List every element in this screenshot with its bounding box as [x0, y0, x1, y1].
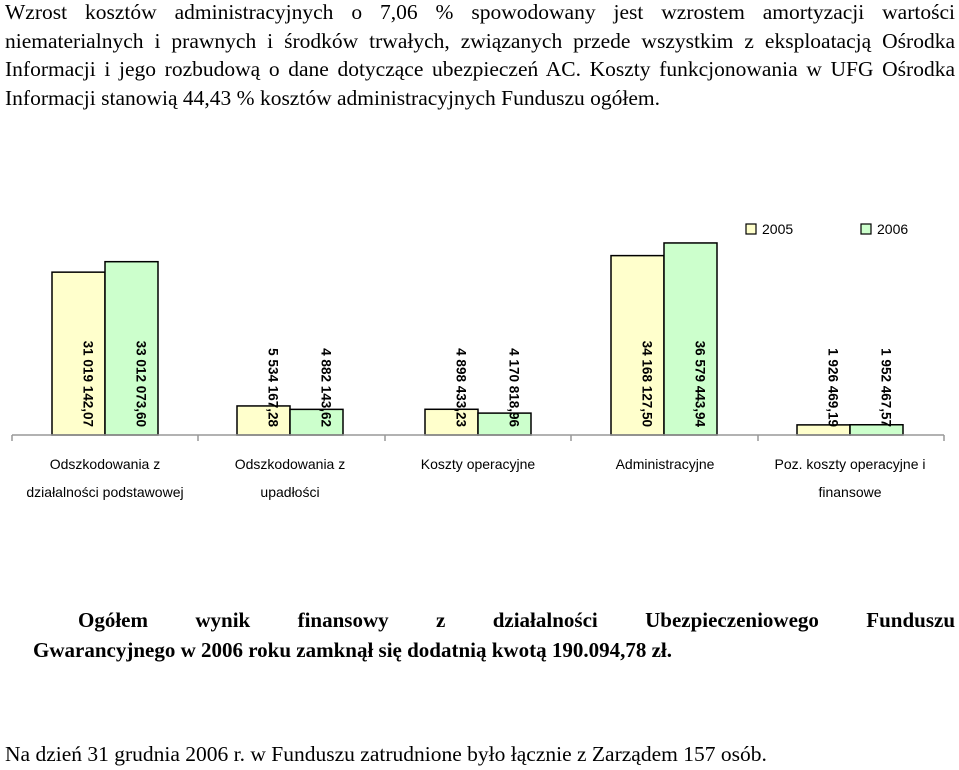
bar-2006-1 [290, 409, 343, 435]
bar-value-label: 1 926 469,19 [825, 348, 841, 427]
category-labels [26, 456, 925, 500]
legend-swatch-2005 [746, 224, 756, 234]
bar-2005-2 [425, 409, 478, 435]
summary-line-2: Gwarancyjnego w 2006 roku zamknął się dodatnią kwotą 190.094,78 zł. [33, 638, 672, 662]
category-label: finansowe [818, 484, 882, 500]
bar-value-label: 4 882 143,62 [318, 348, 334, 427]
legend-label-2006: 2006 [877, 221, 909, 237]
category-label: Odszkodowania z [49, 456, 161, 472]
x-axis-ticks [12, 435, 944, 441]
category-label: Odszkodowania z [234, 456, 346, 472]
bar-value-label: 4 170 818,96 [506, 348, 522, 427]
category-label: upadłości [260, 484, 320, 500]
bar-2005-4 [797, 425, 850, 435]
bar-value-label: 33 012 073,60 [133, 340, 149, 427]
bar-value-label: 36 579 443,94 [692, 340, 708, 427]
bar-value-label: 31 019 142,07 [80, 340, 96, 427]
category-label: działalności podstawowej [26, 484, 184, 500]
cost-bar-chart [0, 210, 959, 510]
bar-2005-1 [237, 406, 290, 435]
employment-paragraph: Na dzień 31 grudnia 2006 r. w Funduszu zatrudnione było łącznie z Zarządem 157 osób. [5, 742, 767, 766]
summary-paragraph [33, 605, 955, 665]
chart-legend [746, 221, 908, 237]
bar-2005-3 [611, 256, 664, 435]
summary-line-1: Ogółem wynik finansowy z działalności Ubezpieczeniowego Funduszu [78, 608, 955, 632]
chart-bars [52, 243, 903, 435]
category-label: Koszty operacyjne [420, 456, 536, 472]
bar-2005-0 [52, 272, 105, 435]
bar-value-label: 4 898 433,23 [453, 348, 469, 427]
bar-2006-2 [478, 413, 531, 435]
bar-2006-3 [664, 243, 717, 435]
category-label: Administracyjne [615, 456, 715, 472]
legend-label-2005: 2005 [762, 221, 794, 237]
legend-swatch-2006 [861, 224, 871, 234]
bar-2006-0 [105, 262, 158, 435]
category-label: Poz. koszty operacyjne i [774, 456, 926, 472]
bar-2006-4 [850, 425, 903, 435]
intro-paragraph: Wzrost kosztów administracyjnych o 7,06 % spowodowany jest wzrostem amortyzacji wartości niematerialnych i prawnych i środków trwałych, związanych przede wszystkim z eksploatacją Ośrodka Informacji i jego rozbudową o dane dotyczące ubezpieczeń AC. Koszty funkcjonowania w UFG Ośrodka Informacji stanowią 44,43 % kosztów administracyjnych Funduszu ogółem. [5, 0, 955, 110]
bar-value-label: 5 534 167,28 [265, 348, 281, 427]
bar-value-label: 34 168 127,50 [639, 340, 655, 427]
bar-value-label: 1 952 467,57 [878, 348, 894, 427]
